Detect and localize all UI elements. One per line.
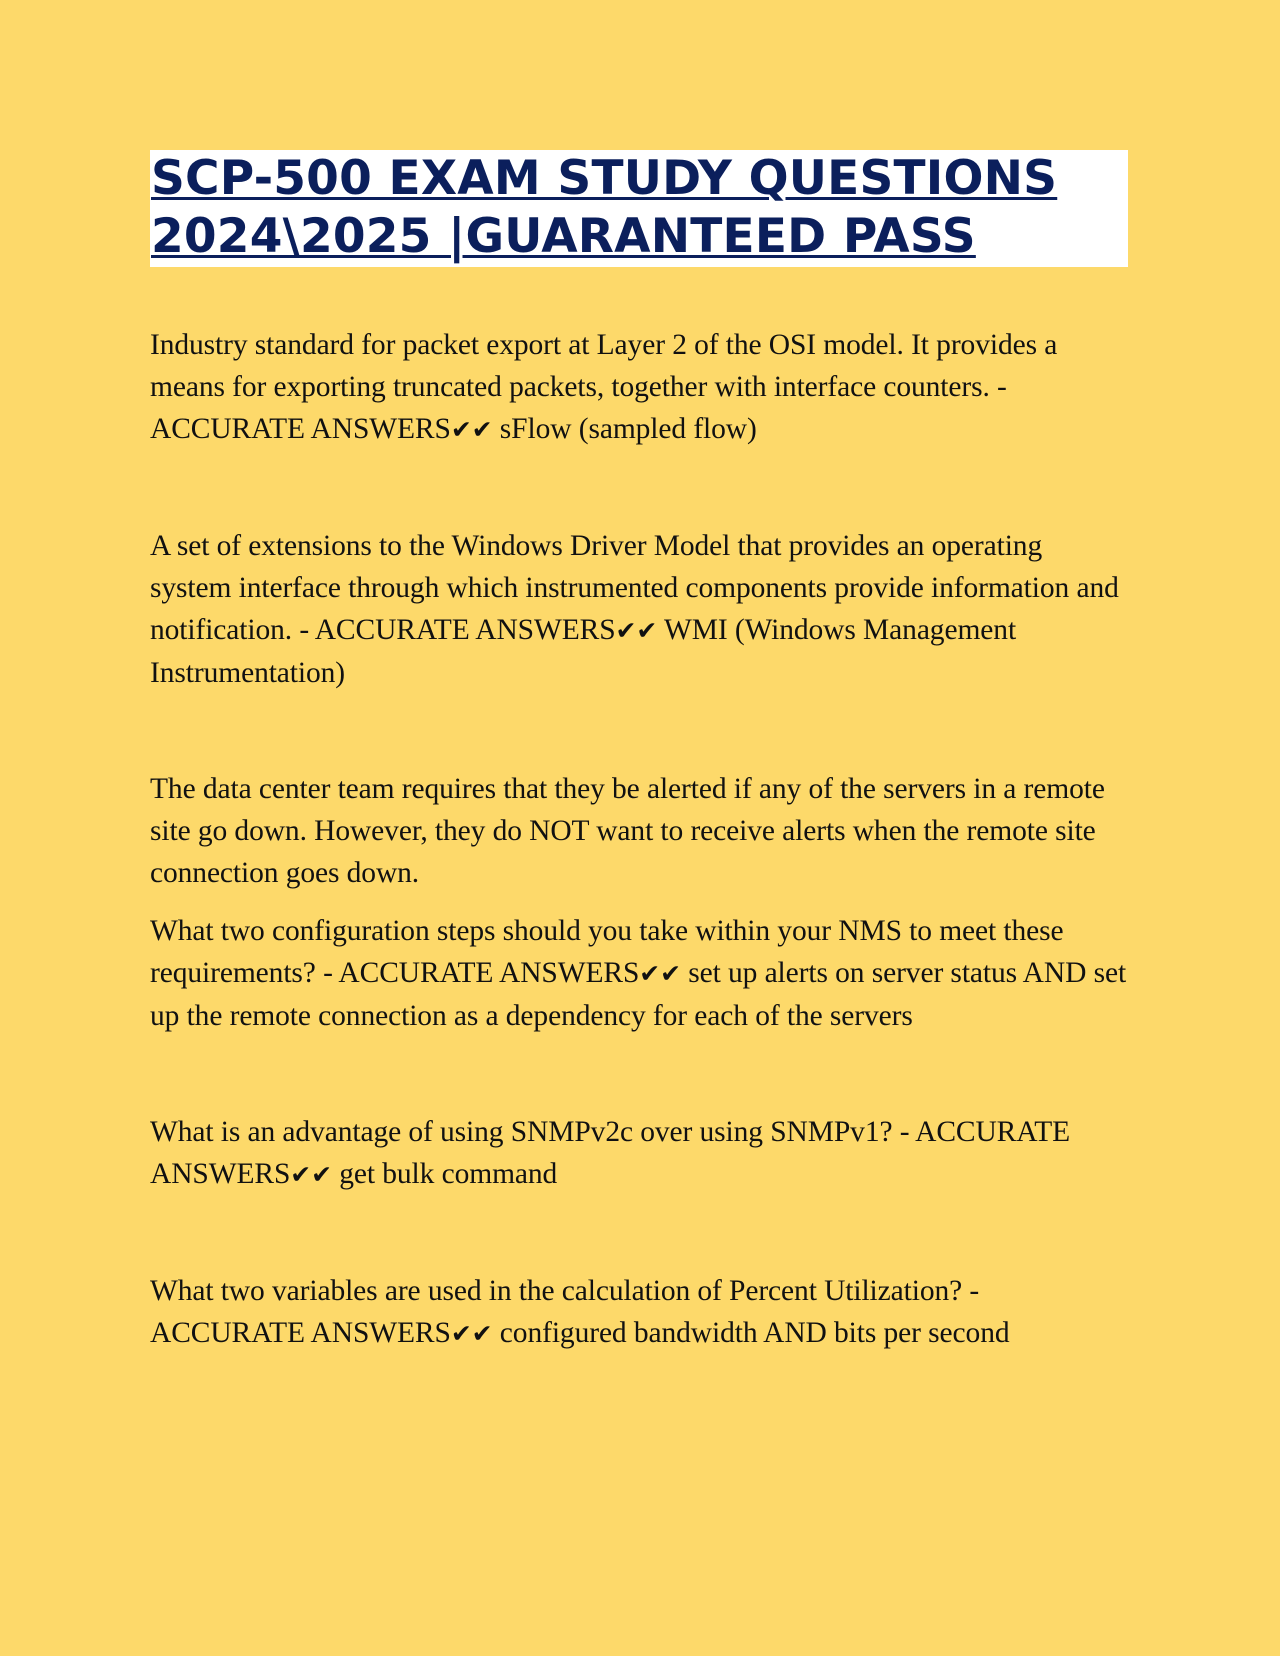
checkmark-icon: ✔✔	[639, 959, 681, 988]
document-page	[150, 150, 1130, 1355]
question-text: What two variables are used in the calculation of Percent Utilization? - ACCURATE ANSWERS	[150, 1275, 980, 1349]
title-line-1: SCP-500 EXAM STUDY QUESTIONS	[151, 151, 1058, 206]
title-highlight	[150, 150, 1128, 267]
question-text: Industry standard for packet export at Layer 2 of the OSI model. It provides a means for exporting truncated packets, together with interface counters. - ACCURATE ANSWERS	[150, 329, 1058, 445]
checkmark-icon: ✔✔	[615, 616, 658, 645]
qa-entry-2	[150, 525, 1130, 694]
checkmark-icon: ✔✔	[450, 415, 493, 444]
title-line-2: 2024\2025 |GUARANTEED PASS	[151, 209, 976, 264]
qa-entry-5	[150, 1270, 1130, 1355]
qa-entry-3-context: The data center team requires that they be alerted if any of the servers in a remote site go down. However, they do NOT want to receive alerts when the remote site connection goes down.	[150, 773, 1105, 889]
question-text: What two configuration steps should you take within your NMS to meet these requirements? - ACCURATE ANSWERS	[150, 915, 1064, 989]
page-title	[151, 150, 1128, 266]
checkmark-icon: ✔✔	[290, 1160, 332, 1189]
answer-text: WMI (Windows Management Instrumentation)	[150, 614, 1017, 689]
question-text: A set of extensions to the Windows Driver Model that provides an operating system interface through which instrumented components provide information and notification. - ACCURATE ANSWERS	[150, 530, 1119, 646]
question-text: What is an advantage of using SNMPv2c over using SNMPv1? - ACCURATE ANSWERS	[150, 1116, 1071, 1190]
answer-text: set up alerts on server status AND set up the remote connection as a dependency for each of the servers	[150, 957, 1127, 1032]
qa-entry-1	[150, 324, 1130, 451]
answer-text: get bulk command	[331, 1158, 558, 1190]
answer-text: configured bandwidth AND bits per second	[492, 1317, 1010, 1349]
qa-entry-4	[150, 1111, 1130, 1196]
checkmark-icon: ✔✔	[450, 1319, 493, 1348]
qa-entry-3	[150, 910, 1130, 1037]
answer-text: sFlow (sampled flow)	[492, 413, 757, 445]
